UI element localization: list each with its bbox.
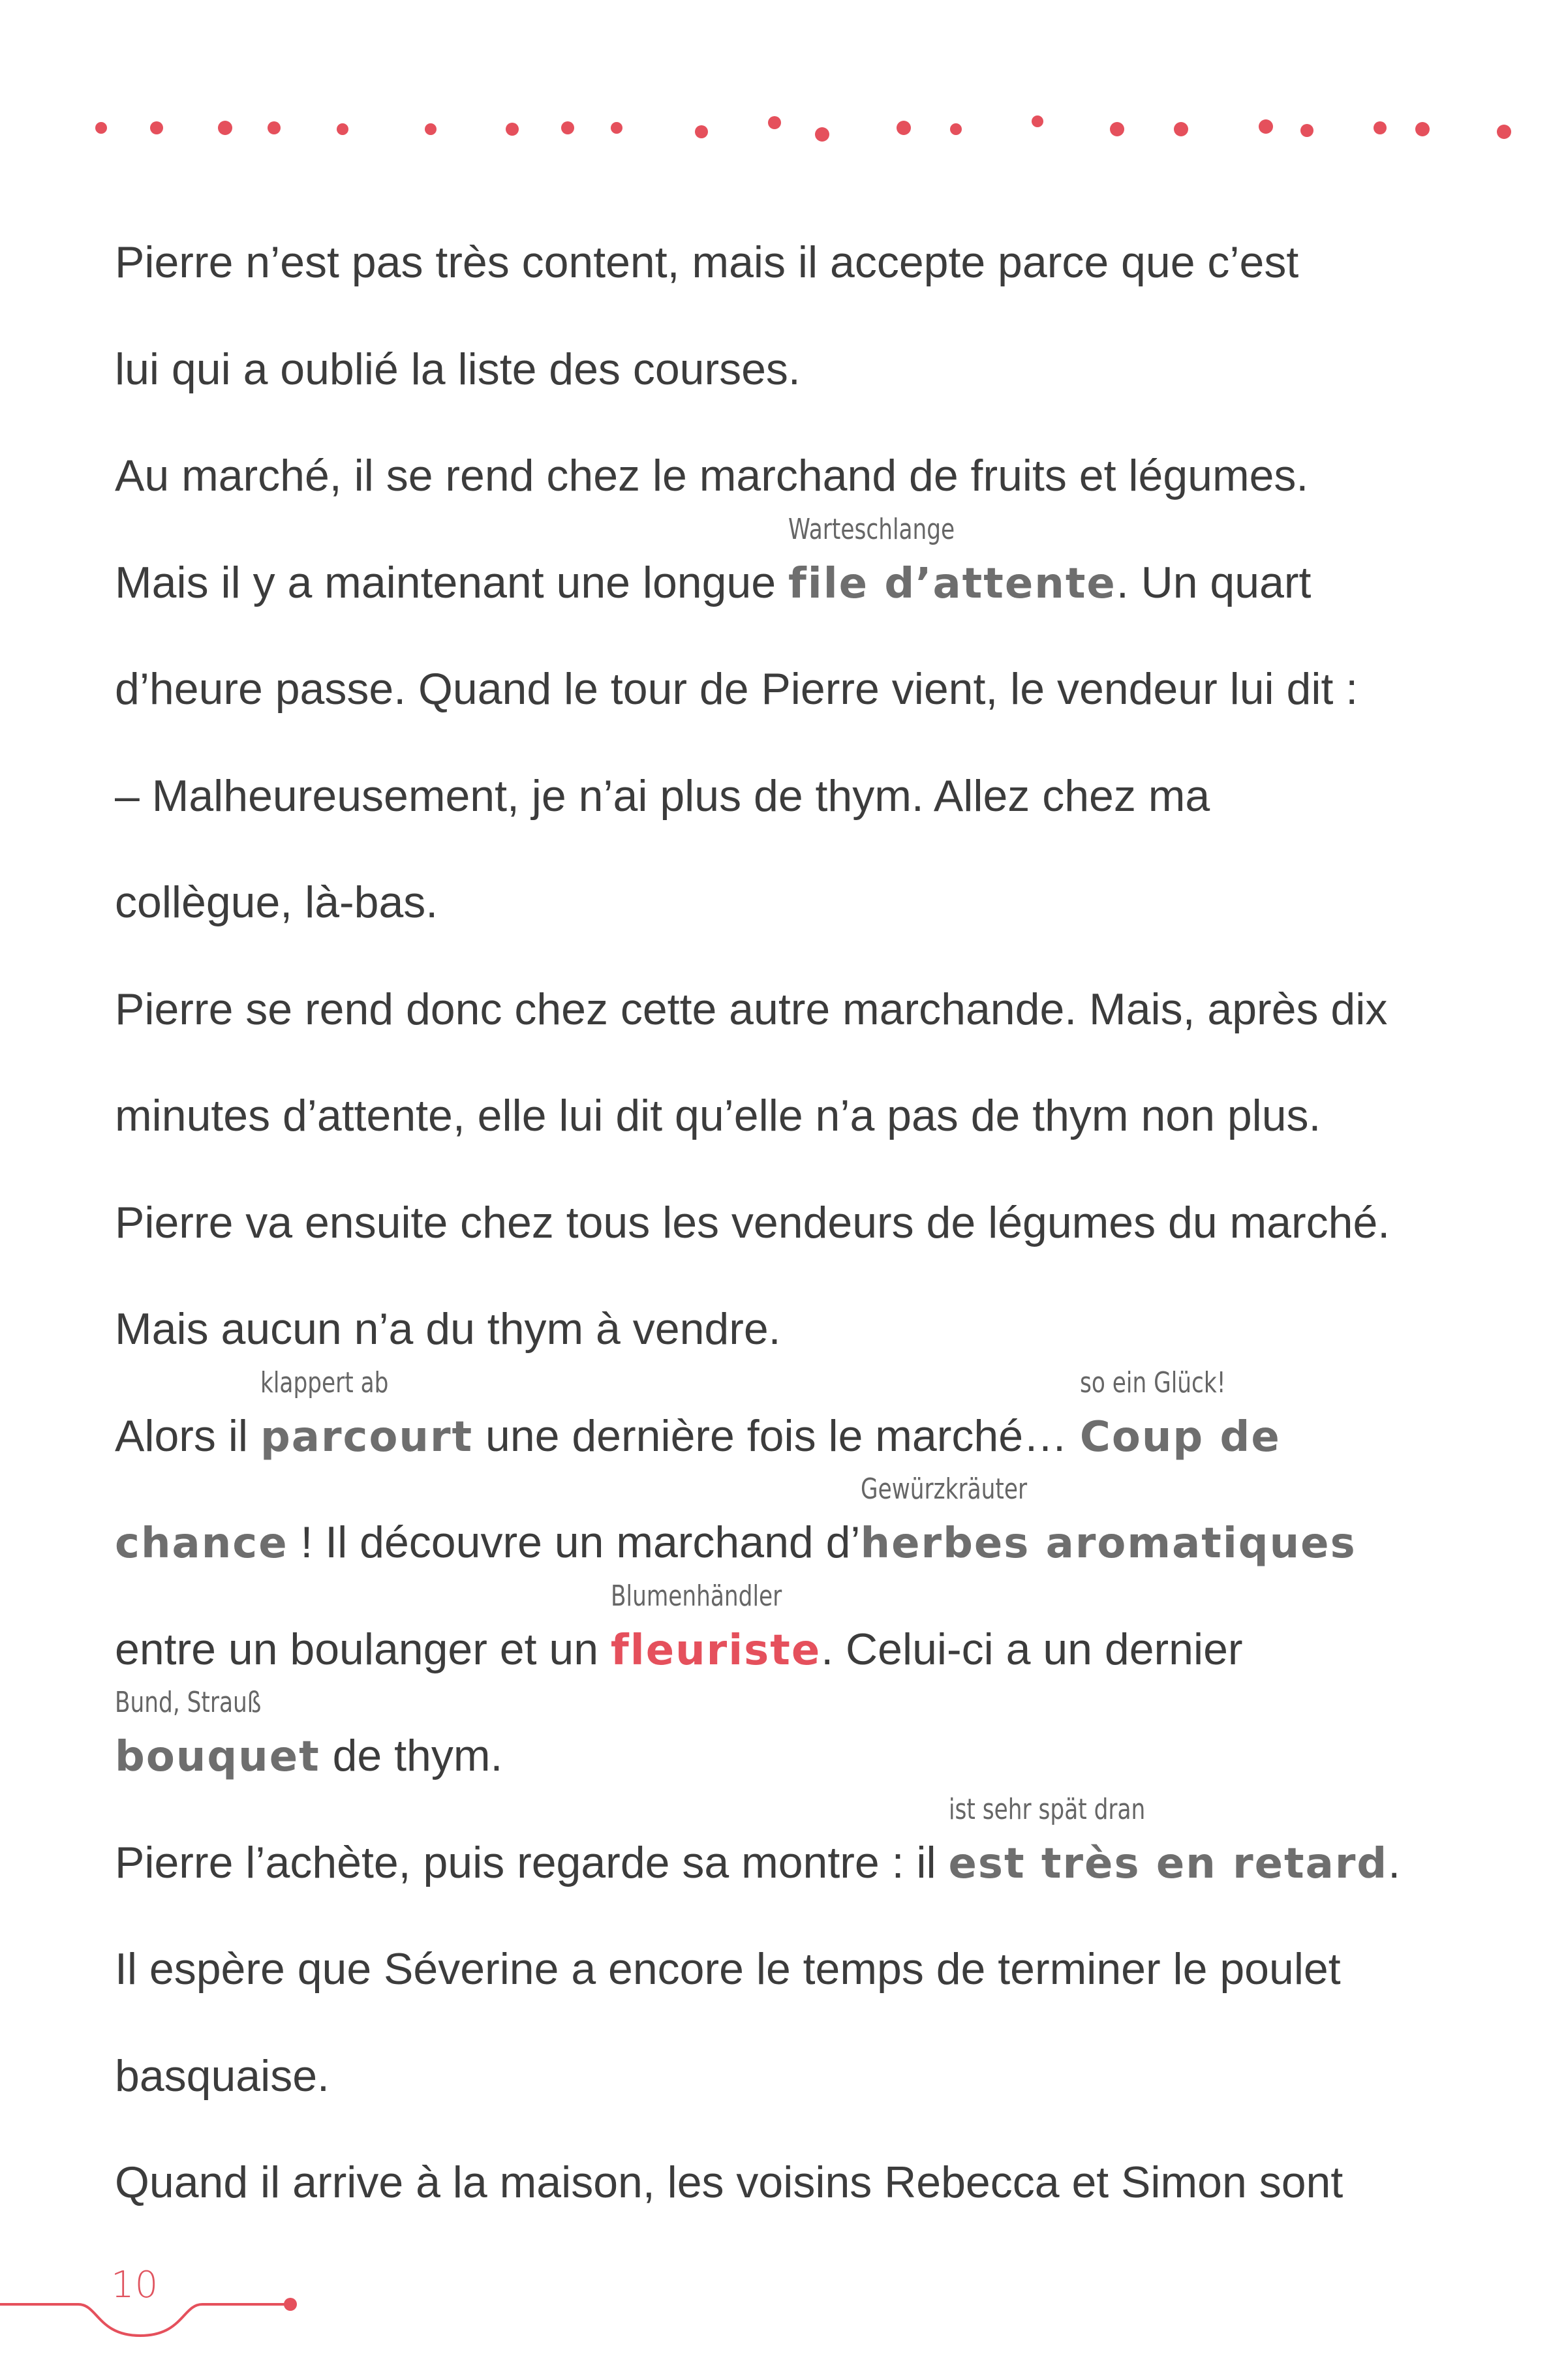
decorative-dot <box>1374 121 1387 134</box>
vocabulary-term <box>1079 1365 1281 1472</box>
text-segment: minutes d’attente, elle lui dit qu’elle n’a pas de thym non plus. <box>115 1091 1321 1140</box>
decorative-dot <box>337 123 348 135</box>
story-text <box>115 227 1479 2254</box>
vocabulary-term-text: bouquet <box>115 1733 320 1781</box>
text-segment: . Un quart <box>1116 557 1312 607</box>
decorative-dot <box>1032 115 1043 127</box>
vocabulary-term-text: file d’attente <box>788 559 1116 608</box>
text-segment: ! Il découvre un marchand d’ <box>288 1518 861 1567</box>
vocabulary-term-text: fleuriste <box>610 1626 821 1675</box>
text-segment: Au marché, il se rend chez le marchand de fruits et légumes. <box>115 451 1309 500</box>
text-line <box>115 2147 1479 2254</box>
decorative-dot <box>1174 122 1188 136</box>
translation-gloss: Blumenhändler <box>610 1579 782 1613</box>
text-segment: lui qui a oublié la liste des courses. <box>115 344 801 394</box>
text-segment: une dernière fois le marché… <box>473 1411 1080 1461</box>
text-segment: Il espère que Séverine a encore le temps de terminer le poulet <box>115 1944 1341 1994</box>
text-segment: . <box>1388 1837 1401 1887</box>
text-segment: de thym. <box>320 1731 503 1780</box>
decorative-dot <box>95 122 107 134</box>
text-segment: Mais il y a maintenant une longue <box>115 557 788 607</box>
decorative-dot <box>768 116 781 129</box>
text-line <box>115 974 1479 1081</box>
translation-gloss: klappert ab <box>260 1365 389 1399</box>
decorative-dot <box>218 121 232 135</box>
text-segment: Pierre va ensuite chez tous les vendeurs de légumes du marché. <box>115 1197 1390 1247</box>
vocabulary-term <box>260 1365 474 1472</box>
decorative-dot <box>561 121 574 134</box>
text-line <box>115 1792 1479 1934</box>
decorative-dot <box>150 121 163 134</box>
text-line <box>115 654 1479 761</box>
decorative-dot <box>506 123 519 136</box>
translation-gloss: Bund, Strauß <box>115 1686 262 1719</box>
text-line <box>115 1686 1479 1827</box>
decorative-dot <box>1110 122 1124 136</box>
vocabulary-term-text: herbes aromatiques <box>860 1519 1357 1568</box>
translation-gloss: so ein Glück! <box>1079 1365 1226 1399</box>
decorative-dot <box>425 123 437 135</box>
page-number-ornament <box>0 2244 392 2349</box>
vocabulary-term-text: chance <box>115 1519 288 1568</box>
text-line <box>115 512 1479 654</box>
text-segment: d’heure passe. Quand le tour de Pierre vient, le vendeur lui dit : <box>115 664 1359 714</box>
text-line <box>115 1080 1479 1187</box>
text-line <box>115 1365 1479 1508</box>
decorative-dot <box>611 122 622 134</box>
translation-gloss: Warteschlange <box>788 512 955 546</box>
text-segment: . Celui-ci a un dernier <box>821 1624 1243 1674</box>
decorative-dot <box>1300 124 1313 137</box>
text-line <box>115 1472 1479 1614</box>
decorative-dot-border <box>0 0 1566 170</box>
page-number: 10 <box>111 2264 159 2306</box>
text-segment: entre un boulanger et un <box>115 1624 611 1674</box>
vocabulary-term <box>115 1686 320 1792</box>
text-segment: Quand il arrive à la maison, les voisins Rebecca et Simon sont <box>115 2158 1343 2207</box>
vocabulary-term <box>610 1579 821 1686</box>
vocabulary-term <box>115 1508 288 1579</box>
vocabulary-term <box>860 1472 1357 1579</box>
text-segment: Alors il <box>115 1411 260 1461</box>
vocabulary-term <box>788 512 1116 619</box>
translation-gloss: ist sehr spät dran <box>948 1792 1145 1826</box>
text-line <box>115 761 1479 868</box>
text-line <box>115 1187 1479 1294</box>
vocabulary-term-text: Coup de <box>1079 1412 1281 1461</box>
text-segment: Mais aucun n’a du thym à vendre. <box>115 1304 781 1354</box>
decorative-dot <box>1415 122 1430 136</box>
decorative-dot <box>897 121 911 135</box>
text-segment: collègue, là-bas. <box>115 877 438 927</box>
decorative-dot <box>695 125 708 138</box>
text-line <box>115 227 1479 334</box>
decorative-dot <box>815 127 829 142</box>
text-segment: Pierre l’achète, puis regarde sa montre : il <box>115 1837 949 1887</box>
text-segment: Pierre n’est pas très content, mais il accepte parce que c’est <box>115 237 1299 287</box>
text-line <box>115 867 1479 974</box>
text-line <box>115 334 1479 441</box>
vocabulary-term <box>948 1792 1389 1899</box>
text-line <box>115 2041 1479 2148</box>
decorative-dot <box>1259 119 1273 134</box>
vocabulary-term-text: parcourt <box>260 1412 474 1461</box>
text-line <box>115 1579 1479 1721</box>
vocabulary-term-text: est très en retard <box>948 1839 1389 1888</box>
decorative-dot <box>268 121 281 134</box>
translation-gloss: Gewürzkräuter <box>860 1472 1027 1506</box>
text-segment: basquaise. <box>115 2051 330 2101</box>
decorative-dot <box>1497 125 1511 139</box>
decorative-dot <box>950 123 962 135</box>
text-segment: Pierre se rend donc chez cette autre marchande. Mais, après dix <box>115 984 1388 1034</box>
text-segment: – Malheureusement, je n’ai plus de thym. Allez chez ma <box>115 770 1210 821</box>
text-line <box>115 1934 1479 2041</box>
